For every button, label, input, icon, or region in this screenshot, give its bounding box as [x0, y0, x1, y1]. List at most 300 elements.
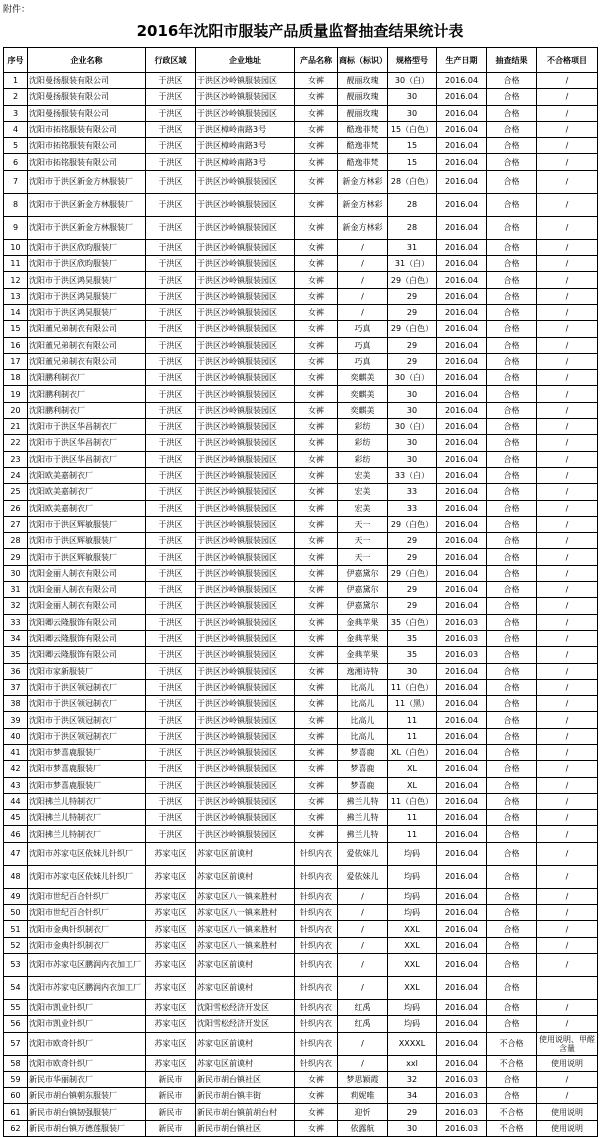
cell-result: 合格: [487, 761, 537, 777]
cell-failed-items: /: [537, 170, 598, 193]
cell-company: 沈阳市于洪区华昌制衣厂: [28, 419, 146, 435]
cell-product: 针织内衣: [295, 1055, 338, 1071]
cell-date: 2016.04: [437, 598, 487, 614]
cell-product: 女裤: [295, 516, 338, 532]
cell-product: 女裤: [295, 304, 338, 320]
cell-spec: XXL: [388, 937, 437, 953]
cell-district: 于洪区: [146, 121, 196, 137]
cell-spec: 15（白色）: [388, 121, 437, 137]
cell-district: 于洪区: [146, 435, 196, 451]
table-row: [4, 614, 598, 630]
cell-product: 女裤: [295, 777, 338, 793]
cell-brand: 彩纺: [338, 435, 388, 451]
cell-failed-items: /: [537, 712, 598, 728]
cell-district: 新民市: [146, 1104, 196, 1120]
cell-brand: 红禹: [338, 999, 388, 1015]
cell-spec: 31: [388, 239, 437, 255]
cell-date: 2016.04: [437, 89, 487, 105]
cell-date: 2016.04: [437, 105, 487, 121]
cell-seq: 58: [4, 1055, 28, 1071]
cell-seq: 30: [4, 565, 28, 581]
cell-date: 2016.04: [437, 679, 487, 695]
cell-company: 新民市华丽制衣厂: [28, 1071, 146, 1087]
cell-spec: 30: [388, 435, 437, 451]
cell-company: 沈阳曼扬服装有限公司: [28, 73, 146, 89]
cell-address: 于洪区沙岭镇服装园区: [196, 435, 295, 451]
cell-date: 2016.04: [437, 154, 487, 170]
cell-date: 2016.04: [437, 419, 487, 435]
cell-district: 于洪区: [146, 239, 196, 255]
cell-date: 2016.04: [437, 121, 487, 137]
cell-seq: 42: [4, 761, 28, 777]
cell-spec: XXL: [388, 976, 437, 999]
cell-address: 苏家屯区八一镇来胜村: [196, 937, 295, 953]
cell-brand: 莉妮唯: [338, 1088, 388, 1104]
cell-failed-items: /: [537, 565, 598, 581]
cell-address: 于洪区沙岭镇服装园区: [196, 193, 295, 216]
cell-address: 于洪区沙岭镇服装园区: [196, 467, 295, 483]
cell-result: 合格: [487, 304, 537, 320]
cell-seq: 44: [4, 793, 28, 809]
cell-address: 于洪区沙岭镇服装园区: [196, 533, 295, 549]
cell-product: 女裤: [295, 321, 338, 337]
cell-spec: XXL: [388, 921, 437, 937]
cell-result: 不合格: [487, 1120, 537, 1136]
cell-brand: /: [338, 304, 388, 320]
cell-company: 沈阳市于洪区新金方林服装厂: [28, 216, 146, 239]
cell-address: 苏家屯区八一镇来胜村: [196, 921, 295, 937]
cell-address: 于洪区沙岭镇服装园区: [196, 321, 295, 337]
cell-seq: 47: [4, 842, 28, 865]
cell-failed-items: /: [537, 921, 598, 937]
cell-district: 于洪区: [146, 500, 196, 516]
cell-seq: 54: [4, 976, 28, 999]
cell-date: 2016.04: [437, 337, 487, 353]
cell-company: 沈阳市世纪百合针织厂: [28, 905, 146, 921]
cell-company: 新民市胡台镇韧强服装厂: [28, 1104, 146, 1120]
cell-result: 合格: [487, 549, 537, 565]
cell-failed-items: /: [537, 370, 598, 386]
cell-date: 2016.04: [437, 826, 487, 842]
cell-result: 合格: [487, 1071, 537, 1087]
cell-seq: 37: [4, 679, 28, 695]
cell-spec: 33: [388, 484, 437, 500]
cell-company: 沈阳市家新服装厂: [28, 663, 146, 679]
cell-spec: XL: [388, 777, 437, 793]
cell-date: 2016.04: [437, 999, 487, 1015]
cell-date: 2016.04: [437, 435, 487, 451]
cell-company: 沈阳市欧奇针织厂: [28, 1032, 146, 1055]
cell-company: 沈阳市于洪区鸿昊服装厂: [28, 304, 146, 320]
cell-spec: 28: [388, 216, 437, 239]
cell-address: 苏家屯区前谟村: [196, 842, 295, 865]
cell-district: 于洪区: [146, 467, 196, 483]
cell-company: 沈阳金丽人制衣有限公司: [28, 565, 146, 581]
results-table: [3, 47, 598, 1137]
cell-date: 2016.03: [437, 1071, 487, 1087]
cell-seq: 31: [4, 582, 28, 598]
cell-district: 于洪区: [146, 712, 196, 728]
cell-address: 于洪区沙岭镇服装园区: [196, 419, 295, 435]
cell-district: 于洪区: [146, 353, 196, 369]
cell-result: 合格: [487, 321, 537, 337]
cell-result: 合格: [487, 842, 537, 865]
cell-result: 合格: [487, 663, 537, 679]
cell-failed-items: /: [537, 728, 598, 744]
cell-brand: 比高儿: [338, 696, 388, 712]
cell-product: 女裤: [295, 810, 338, 826]
cell-date: 2016.04: [437, 565, 487, 581]
cell-product: 针织内衣: [295, 888, 338, 904]
table-row: [4, 353, 598, 369]
cell-seq: 53: [4, 953, 28, 976]
cell-spec: 29（白色）: [388, 565, 437, 581]
cell-seq: 12: [4, 272, 28, 288]
cell-seq: 55: [4, 999, 28, 1015]
cell-date: 2016.04: [437, 288, 487, 304]
cell-spec: 11（黑）: [388, 696, 437, 712]
cell-date: 2016.04: [437, 500, 487, 516]
cell-spec: 30（白）: [388, 419, 437, 435]
cell-brand: /: [338, 937, 388, 953]
cell-product: 女裤: [295, 500, 338, 516]
cell-district: 于洪区: [146, 826, 196, 842]
cell-district: 于洪区: [146, 138, 196, 154]
cell-date: 2016.04: [437, 138, 487, 154]
cell-failed-items: /: [537, 321, 598, 337]
cell-product: 女裤: [295, 402, 338, 418]
cell-company: 沈阳卿云隆服饰有限公司: [28, 614, 146, 630]
cell-company: 沈阳市梦喜鹿服装厂: [28, 777, 146, 793]
cell-address: 于洪区沙岭镇服装园区: [196, 272, 295, 288]
cell-failed-items: /: [537, 810, 598, 826]
cell-result: 合格: [487, 516, 537, 532]
cell-date: 2016.04: [437, 976, 487, 999]
cell-failed-items: /: [537, 239, 598, 255]
cell-result: 合格: [487, 272, 537, 288]
cell-seq: 7: [4, 170, 28, 193]
cell-result: 合格: [487, 888, 537, 904]
cell-brand: 迎忻: [338, 1104, 388, 1120]
cell-district: 苏家屯区: [146, 888, 196, 904]
cell-date: 2016.04: [437, 193, 487, 216]
cell-company: 沈阳市于洪区新金方林服装厂: [28, 170, 146, 193]
table-row: [4, 304, 598, 320]
header-brand: 商标（标识）: [338, 48, 388, 73]
cell-seq: 11: [4, 256, 28, 272]
table-row: [4, 256, 598, 272]
table-row: [4, 154, 598, 170]
cell-spec: 29: [388, 337, 437, 353]
cell-seq: 16: [4, 337, 28, 353]
cell-company: 沈阳市于洪区新金方林服装厂: [28, 193, 146, 216]
cell-address: 于洪区沙岭镇服装园区: [196, 304, 295, 320]
cell-district: 苏家屯区: [146, 937, 196, 953]
cell-result: 合格: [487, 386, 537, 402]
cell-spec: 30: [388, 663, 437, 679]
cell-failed-items: /: [537, 154, 598, 170]
cell-seq: 51: [4, 921, 28, 937]
cell-address: 于洪区沙岭镇服装园区: [196, 500, 295, 516]
table-row: [4, 999, 598, 1015]
cell-seq: 22: [4, 435, 28, 451]
cell-district: 于洪区: [146, 89, 196, 105]
cell-spec: 均码: [388, 1016, 437, 1032]
cell-district: 于洪区: [146, 337, 196, 353]
cell-district: 于洪区: [146, 533, 196, 549]
cell-seq: 40: [4, 728, 28, 744]
table-row: [4, 937, 598, 953]
cell-date: 2016.04: [437, 321, 487, 337]
table-header-row: [4, 48, 598, 73]
cell-failed-items: /: [537, 1071, 598, 1087]
cell-company: 沈阳欧美嘉制衣厂: [28, 484, 146, 500]
cell-brand: /: [338, 272, 388, 288]
cell-brand: /: [338, 905, 388, 921]
cell-product: 女裤: [295, 484, 338, 500]
cell-result: 合格: [487, 865, 537, 888]
cell-address: 沈阳雪松经济开发区: [196, 1016, 295, 1032]
cell-company: 沈阳市梦喜鹿服装厂: [28, 744, 146, 760]
cell-spec: 29（白色）: [388, 516, 437, 532]
cell-product: 女裤: [295, 712, 338, 728]
cell-result: 合格: [487, 370, 537, 386]
cell-product: 女裤: [295, 256, 338, 272]
cell-brand: 宏美: [338, 500, 388, 516]
cell-spec: 33: [388, 500, 437, 516]
cell-district: 苏家屯区: [146, 921, 196, 937]
table-row: [4, 905, 598, 921]
cell-failed-items: /: [537, 73, 598, 89]
table-row: [4, 138, 598, 154]
cell-brand: 梦喜鹿: [338, 744, 388, 760]
cell-brand: 依露航: [338, 1120, 388, 1136]
cell-product: 针织内衣: [295, 921, 338, 937]
cell-product: 女裤: [295, 663, 338, 679]
cell-district: 于洪区: [146, 516, 196, 532]
cell-product: 女裤: [295, 533, 338, 549]
cell-company: 沈阳曼扬服装有限公司: [28, 105, 146, 121]
cell-product: 女裤: [295, 1104, 338, 1120]
cell-result: 合格: [487, 953, 537, 976]
cell-district: 苏家屯区: [146, 1055, 196, 1071]
cell-seq: 52: [4, 937, 28, 953]
cell-seq: 57: [4, 1032, 28, 1055]
cell-company: 沈阳市于洪区欣昀服装厂: [28, 239, 146, 255]
cell-seq: 36: [4, 663, 28, 679]
cell-product: 女裤: [295, 728, 338, 744]
cell-address: 于洪区沙岭镇服装园区: [196, 516, 295, 532]
cell-product: 针织内衣: [295, 937, 338, 953]
cell-product: 女裤: [295, 598, 338, 614]
cell-date: 2016.03: [437, 647, 487, 663]
cell-address: 于洪区沙岭镇服装园区: [196, 216, 295, 239]
cell-company: 沈阳市世纪百合针织厂: [28, 888, 146, 904]
cell-failed-items: /: [537, 304, 598, 320]
cell-spec: XL（白色）: [388, 744, 437, 760]
cell-date: 2016.04: [437, 239, 487, 255]
cell-district: 于洪区: [146, 451, 196, 467]
cell-spec: 30（白）: [388, 370, 437, 386]
cell-spec: XXL: [388, 953, 437, 976]
page-title: 2016年沈阳市服装产品质量监督抽查结果统计表: [136, 22, 464, 40]
cell-failed-items: /: [537, 793, 598, 809]
cell-company: 沈阳市于洪区领冠制衣厂: [28, 696, 146, 712]
cell-district: 于洪区: [146, 728, 196, 744]
cell-address: 苏家屯区前谟村: [196, 976, 295, 999]
cell-failed-items: 使用说明、甲醛含量: [537, 1032, 598, 1055]
cell-spec: 11（白色）: [388, 679, 437, 695]
cell-seq: 13: [4, 288, 28, 304]
cell-district: 于洪区: [146, 679, 196, 695]
cell-address: 于洪区沙岭镇服装园区: [196, 647, 295, 663]
cell-failed-items: /: [537, 761, 598, 777]
cell-seq: 28: [4, 533, 28, 549]
cell-failed-items: /: [537, 337, 598, 353]
table-row: [4, 288, 598, 304]
cell-product: 女裤: [295, 467, 338, 483]
cell-company: 沈阳市苏家屯区依妹儿针织厂: [28, 842, 146, 865]
cell-result: 合格: [487, 905, 537, 921]
table-row: [4, 73, 598, 89]
cell-address: 苏家屯区八一镇来胜村: [196, 905, 295, 921]
cell-district: 新民市: [146, 1120, 196, 1136]
cell-spec: 31（白）: [388, 256, 437, 272]
table-row: [4, 89, 598, 105]
cell-brand: 天一: [338, 516, 388, 532]
cell-product: 女裤: [295, 288, 338, 304]
cell-product: 女裤: [295, 154, 338, 170]
cell-product: 女裤: [295, 193, 338, 216]
cell-district: 新民市: [146, 1088, 196, 1104]
cell-product: 女裤: [295, 121, 338, 137]
cell-seq: 24: [4, 467, 28, 483]
cell-failed-items: /: [537, 1016, 598, 1032]
cell-company: 沈阳曼扬服装有限公司: [28, 89, 146, 105]
cell-product: 女裤: [295, 679, 338, 695]
cell-date: 2016.04: [437, 744, 487, 760]
cell-seq: 50: [4, 905, 28, 921]
cell-district: 苏家屯区: [146, 1016, 196, 1032]
cell-result: 合格: [487, 826, 537, 842]
cell-brand: 酷逸菲梵: [338, 154, 388, 170]
cell-failed-items: /: [537, 216, 598, 239]
cell-brand: 酷逸菲梵: [338, 121, 388, 137]
cell-brand: 巧真: [338, 337, 388, 353]
cell-company: 沈阳市金典针织制衣厂: [28, 921, 146, 937]
cell-result: 合格: [487, 170, 537, 193]
cell-product: 女裤: [295, 1120, 338, 1136]
cell-address: 于洪区沙岭镇服装园区: [196, 484, 295, 500]
cell-brand: 梦喜鹿: [338, 761, 388, 777]
cell-address: 于洪区沙岭镇服装园区: [196, 810, 295, 826]
cell-failed-items: /: [537, 888, 598, 904]
cell-address: 于洪区沙岭镇服装园区: [196, 256, 295, 272]
cell-result: 合格: [487, 810, 537, 826]
cell-date: 2016.04: [437, 484, 487, 500]
table-row: [4, 1032, 598, 1055]
cell-date: 2016.04: [437, 663, 487, 679]
cell-district: 于洪区: [146, 777, 196, 793]
table-row: [4, 1016, 598, 1032]
cell-seq: 49: [4, 888, 28, 904]
cell-date: 2016.04: [437, 386, 487, 402]
cell-district: 于洪区: [146, 386, 196, 402]
cell-seq: 60: [4, 1088, 28, 1104]
table-row: [4, 712, 598, 728]
cell-product: 女裤: [295, 1088, 338, 1104]
cell-address: 于洪区沙岭镇服装园区: [196, 402, 295, 418]
cell-failed-items: /: [537, 138, 598, 154]
cell-date: 2016.03: [437, 1104, 487, 1120]
table-row: [4, 1120, 598, 1136]
table-row: [4, 663, 598, 679]
cell-spec: 29: [388, 304, 437, 320]
cell-seq: 32: [4, 598, 28, 614]
cell-result: 合格: [487, 728, 537, 744]
cell-brand: 新金方林彩: [338, 216, 388, 239]
cell-company: 沈阳市梦喜鹿服装厂: [28, 761, 146, 777]
cell-seq: 27: [4, 516, 28, 532]
cell-address: 于洪区沙岭镇服装园区: [196, 73, 295, 89]
cell-product: 女裤: [295, 1071, 338, 1087]
cell-product: 针织内衣: [295, 842, 338, 865]
cell-spec: 30: [388, 105, 437, 121]
cell-company: 沈阳市于洪区鸿昊服装厂: [28, 272, 146, 288]
table-row: [4, 793, 598, 809]
cell-company: 沈阳市于洪区辉敏服装厂: [28, 516, 146, 532]
cell-brand: 新金方林彩: [338, 193, 388, 216]
cell-brand: 巧真: [338, 353, 388, 369]
table-row: [4, 1071, 598, 1087]
cell-date: 2016.03: [437, 614, 487, 630]
cell-district: 苏家屯区: [146, 999, 196, 1015]
cell-brand: 比高儿: [338, 679, 388, 695]
cell-date: 2016.04: [437, 451, 487, 467]
table-row: [4, 1104, 598, 1120]
cell-result: 合格: [487, 793, 537, 809]
cell-spec: 11: [388, 712, 437, 728]
cell-address: 于洪区沙岭镇服装园区: [196, 598, 295, 614]
cell-date: 2016.04: [437, 1032, 487, 1055]
cell-brand: /: [338, 256, 388, 272]
cell-address: 于洪区樟岭南路3号: [196, 154, 295, 170]
cell-brand: 比高儿: [338, 728, 388, 744]
cell-date: 2016.04: [437, 793, 487, 809]
cell-result: 合格: [487, 484, 537, 500]
cell-company: 沈阳市于洪区领冠制衣厂: [28, 712, 146, 728]
table-row: [4, 321, 598, 337]
table-row: [4, 121, 598, 137]
cell-result: 合格: [487, 777, 537, 793]
cell-company: 沈阳市拓铭服装有限公司: [28, 121, 146, 137]
cell-spec: 29（白色）: [388, 321, 437, 337]
cell-seq: 45: [4, 810, 28, 826]
cell-address: 于洪区沙岭镇服装园区: [196, 353, 295, 369]
cell-failed-items: /: [537, 647, 598, 663]
cell-address: 于洪区樟岭南路3号: [196, 121, 295, 137]
cell-result: 合格: [487, 89, 537, 105]
cell-brand: 酷逸菲梵: [338, 138, 388, 154]
cell-seq: 23: [4, 451, 28, 467]
cell-result: 合格: [487, 337, 537, 353]
table-row: [4, 337, 598, 353]
cell-failed-items: /: [537, 679, 598, 695]
table-row: [4, 744, 598, 760]
cell-failed-items: /: [537, 467, 598, 483]
cell-brand: 巧真: [338, 321, 388, 337]
cell-brand: /: [338, 976, 388, 999]
